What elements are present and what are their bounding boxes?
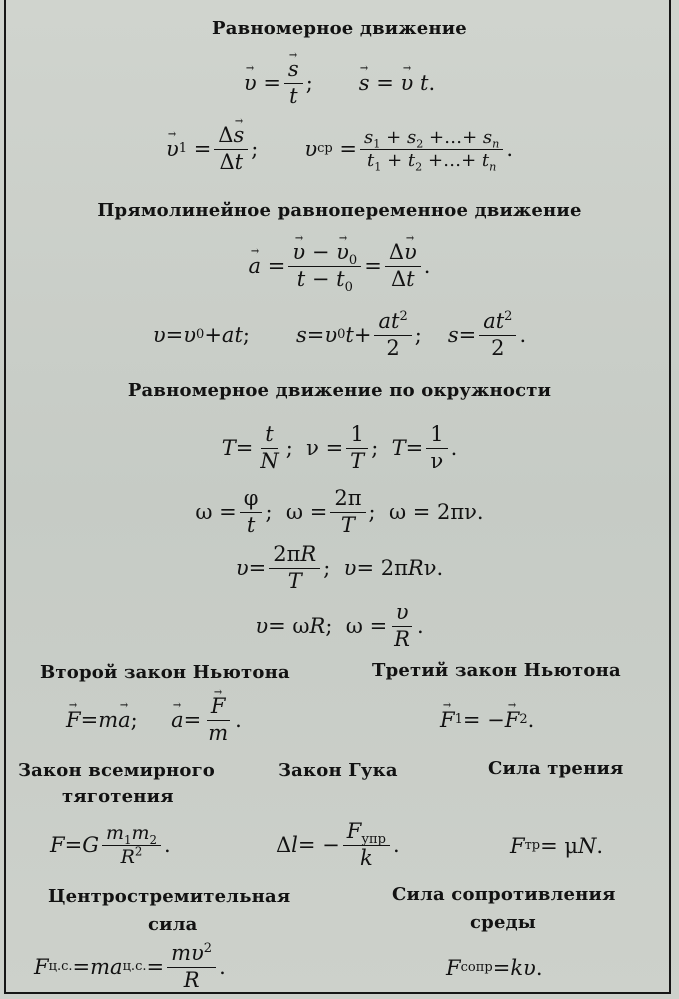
- formula-drag: F сопр = kυ .: [446, 956, 543, 980]
- heading-newton2: Второй закон Ньютона: [40, 662, 290, 683]
- heading-hooke: Закон Гука: [278, 760, 398, 781]
- formula-centripetal: F ц.с. = ma ц.с. = $\frac{m\upsilon^2}{R}$ .: [34, 941, 226, 992]
- heading-gravity-line2: тяготения: [62, 786, 174, 807]
- formula-hooke: Δ l = − $\frac{F_{упр}}{k}$ .: [276, 819, 400, 870]
- heading-uniform-motion: Равномерное движение: [212, 18, 467, 39]
- formula-linear-velocity: υ = $\frac{2\pi R}{T}$ ; υ = 2π R ν.: [235, 542, 444, 593]
- formula-uniform-velocity: → υ = → $\frac{s}{t}$ ; → s = → υ t .: [0, 60, 679, 106]
- formula-acceleration: → a = → $\frac{\upsilon - \to \upsilon_0}{t - t_0}$ = $\frac{\Delta\to \upsilon}{\Delta t}$ .: [0, 236, 679, 296]
- formula-uniform-displacement: → s = → υ t .: [359, 71, 435, 95]
- formula-velocity-accel: υ = υ 0 + at ;: [152, 323, 250, 347]
- formula-displacement-accel: s = υ 0 t + $\frac{at^2}{2}$ ;: [295, 309, 422, 360]
- heading-uniform-accel-motion: Прямолинейное равнопеременное движение: [97, 200, 582, 221]
- heading-friction: Сила трения: [488, 758, 624, 779]
- formula-angular-velocity: ω = $\frac{\varphi}{t}$ ; ω = $\frac{2\pi}{T}$ ; ω = 2πν.: [195, 486, 484, 537]
- formula-newton2: → F = m → a ; → a = → $\frac{F}{m}$ .: [66, 692, 242, 748]
- heading-centripetal-line1: Центростремительная: [48, 886, 291, 907]
- heading-circular-motion: Равномерное движение по окружности: [127, 380, 552, 401]
- formula-displacement-rest: s = $\frac{at^2}{2}$ .: [447, 309, 527, 360]
- formula-gravity: F = G $\frac{m_1m_2}{R^2}$ .: [50, 821, 171, 868]
- formula-friction: F тр = μ N .: [510, 834, 604, 858]
- heading-gravity-line1: Закон всемирного: [18, 760, 215, 781]
- formula-period: T = $\frac{t}{N}$ ; ν = $\frac{1}{T}$ ; T = $\frac{1}{\nu}$ .: [221, 422, 458, 473]
- formula-average-speed: υ ср = $\frac{s_1 + s_2 +\dots+ s_n}{t_1 + t_2 +\dots+ t_n}$ .: [304, 126, 514, 174]
- heading-drag-line1: Сила сопротивления: [392, 884, 616, 905]
- formula-instant-velocity: → υ 1 = $\frac{\Delta\to s}{\Delta t}$ ;: [166, 124, 258, 173]
- formula-newton3: → F 1 = − → F 2 .: [440, 700, 534, 740]
- heading-newton3: Третий закон Ньютона: [372, 660, 621, 681]
- formula-linear-angular: υ = ω R ; ω = $\frac{\upsilon}{R}$ .: [255, 600, 424, 651]
- formula-accel-row: [0, 306, 679, 364]
- formula-average-speed-row: [0, 120, 679, 178]
- heading-centripetal-line2: сила: [148, 914, 198, 935]
- heading-drag-line2: среды: [470, 912, 537, 933]
